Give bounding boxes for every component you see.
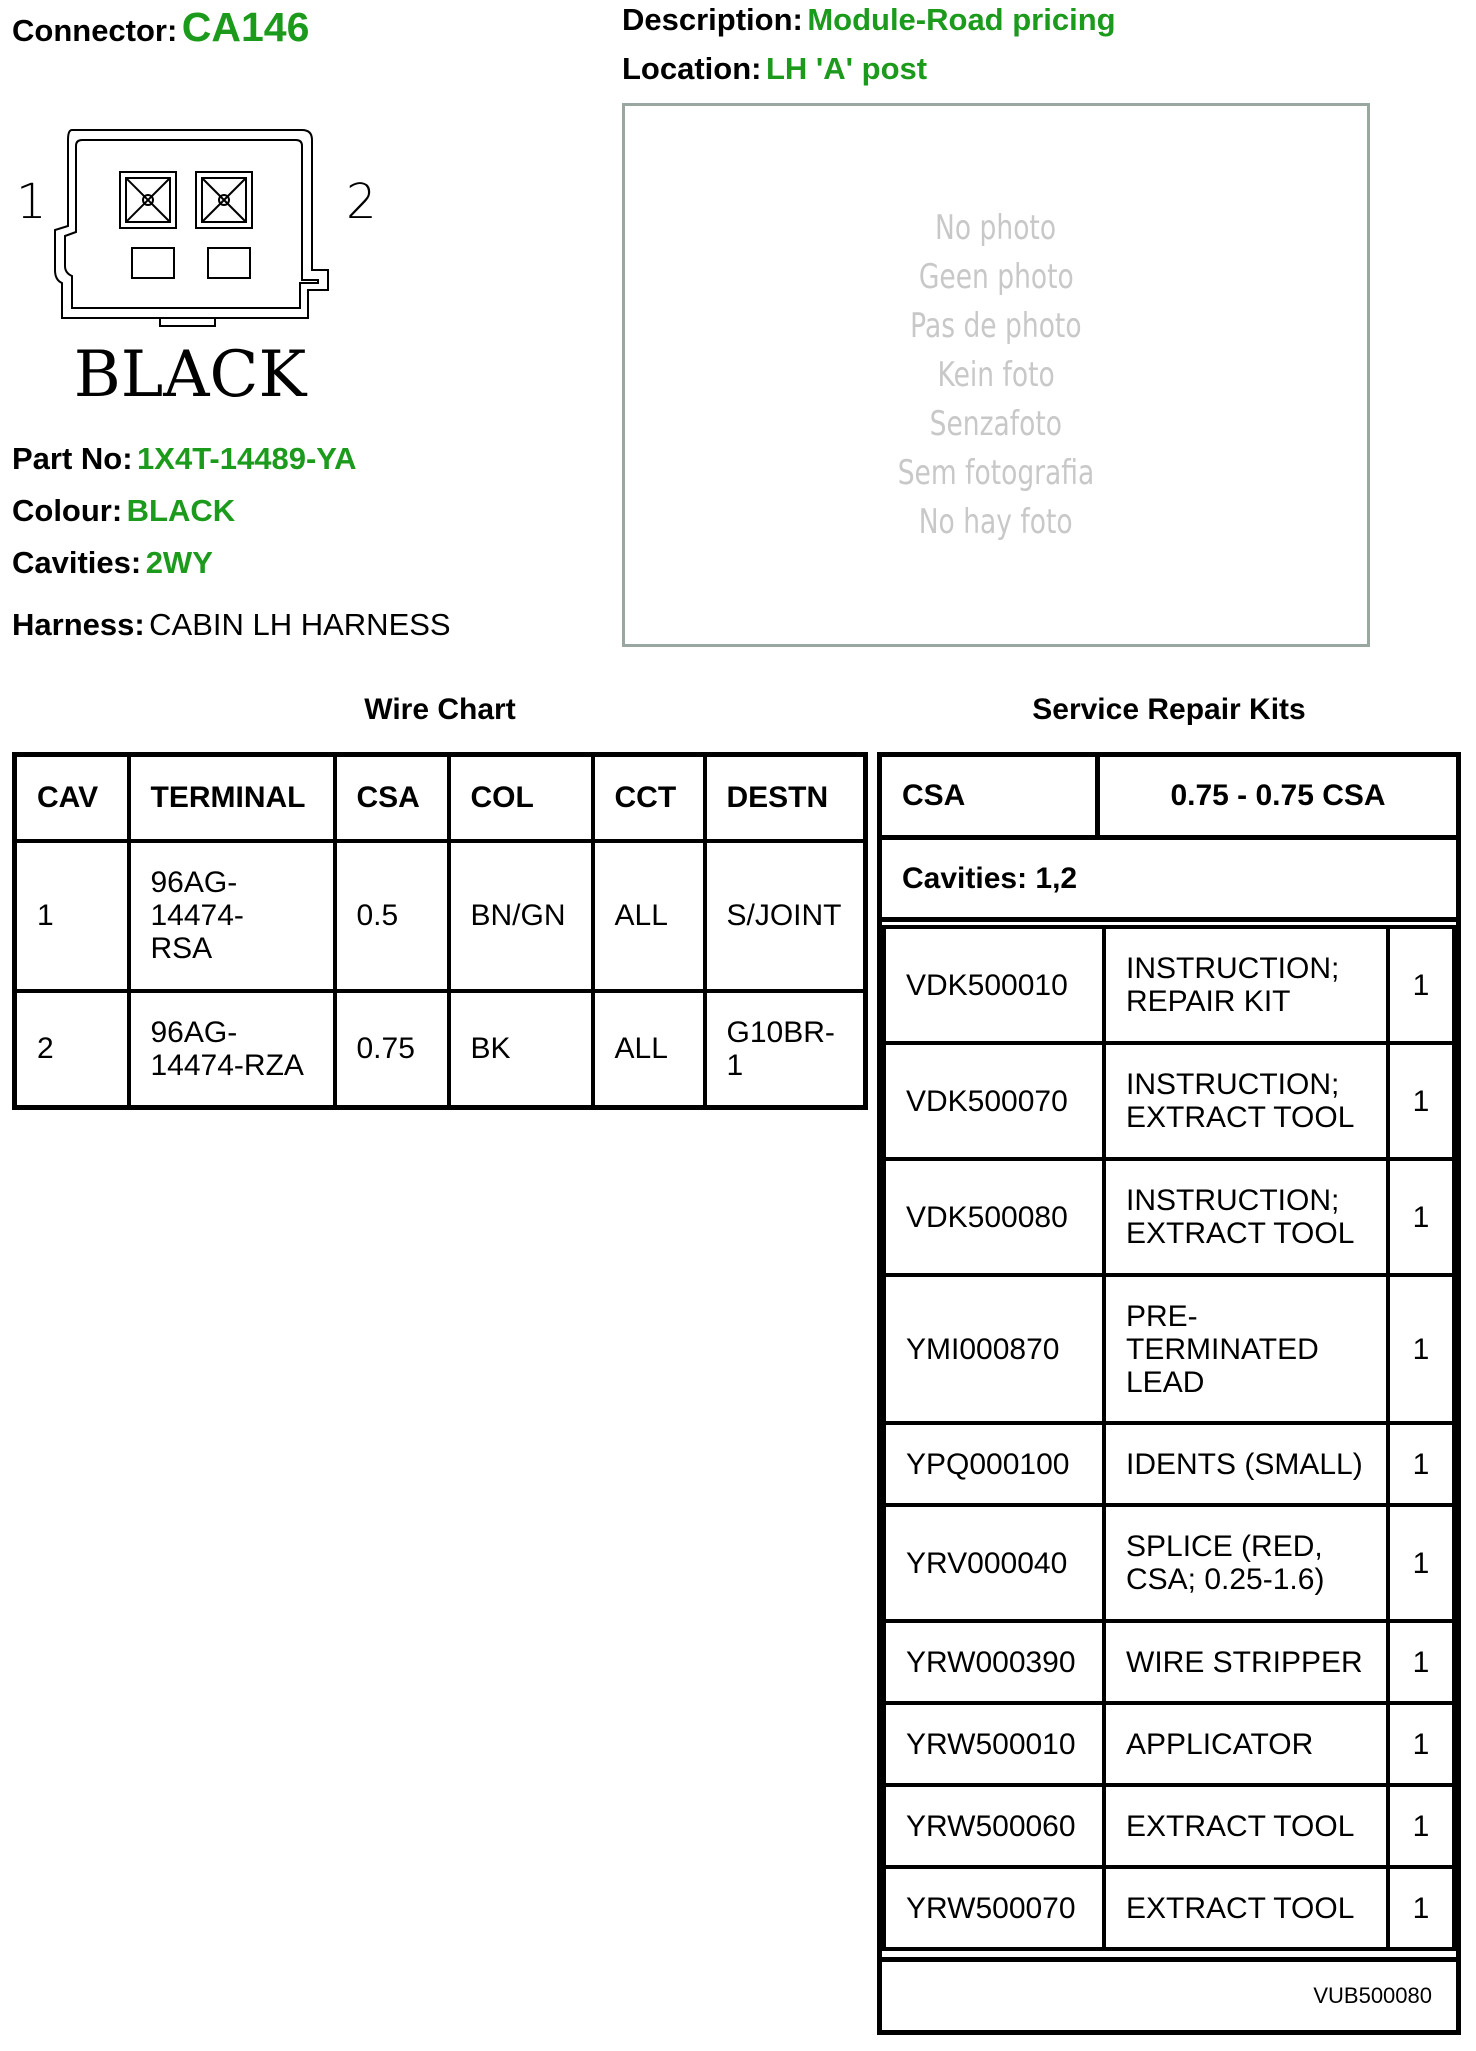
description-label: Description: [622,2,803,37]
no-photo-text: Kein foto [937,354,1055,395]
table-row [884,927,1454,1043]
pin-number-right: 2 [346,174,377,230]
kit-part-number: YRW500070 [884,1867,1104,1949]
kit-description: INSTRUCTION; REPAIR KIT [1104,927,1388,1043]
kit-part-number: YRW000390 [884,1621,1104,1703]
col-header-destn: DESTN [705,755,866,841]
kit-description: PRE- TERMINATED LEAD [1104,1275,1388,1423]
harness-label: Harness: [12,607,145,642]
description-value: Module-Road pricing [807,2,1116,37]
table-row [15,991,866,1108]
kit-quantity: 1 [1388,1043,1454,1159]
kit-description: EXTRACT TOOL [1104,1867,1388,1949]
part-number-label: Part No: [12,441,133,476]
connector-label: Connector: [12,13,178,48]
cell-cav: 2 [15,991,129,1108]
table-row [884,1867,1454,1949]
table-row [884,1043,1454,1159]
cell-cct: ALL [593,991,705,1108]
table-row [884,1703,1454,1785]
repair-kits-title: Service Repair Kits [1032,693,1306,726]
cell-terminal: 96AG- 14474- RSA [129,841,335,991]
kit-description: INSTRUCTION; EXTRACT TOOL [1104,1159,1388,1275]
cavities-line [12,545,213,581]
no-photo-text: Pas de photo [910,305,1082,346]
kit-part-number: YRV000040 [884,1505,1104,1621]
no-photo-text: No hay foto [919,501,1073,542]
col-header-cct: CCT [593,755,705,841]
kit-part-number: YMI000870 [884,1275,1104,1423]
kit-part-number: YRW500060 [884,1785,1104,1867]
csa-label: CSA [882,757,1100,835]
kit-part-number: VDK500010 [884,927,1104,1043]
cell-terminal: 96AG- 14474-RZA [129,991,335,1108]
colour-line [12,493,235,529]
kit-description: EXTRACT TOOL [1104,1785,1388,1867]
kit-description: WIRE STRIPPER [1104,1621,1388,1703]
kit-part-number: VDK500080 [884,1159,1104,1275]
kit-quantity: 1 [1388,1505,1454,1621]
cell-cct: ALL [593,841,705,991]
cell-destn: G10BR- 1 [705,991,866,1108]
connector-id: CA146 [181,4,310,50]
kit-footer-code: VUB500080 [882,1957,1456,2030]
harness-value: CABIN LH HARNESS [149,607,451,642]
table-row [15,841,866,991]
kit-quantity: 1 [1388,1785,1454,1867]
photo-placeholder [622,103,1370,647]
col-header-col: COL [449,755,593,841]
table-row [884,1505,1454,1621]
colour-value: BLACK [126,493,236,528]
kit-part-number: VDK500070 [884,1043,1104,1159]
repair-kits-table [882,925,1456,1951]
kit-quantity: 1 [1388,1159,1454,1275]
no-photo-text: No photo [935,207,1057,248]
col-header-cav: CAV [15,755,129,841]
kit-cavities: Cavities: 1,2 [882,840,1456,922]
cell-col: BK [449,991,593,1108]
description-line [622,2,1116,38]
csa-range: 0.75 - 0.75 CSA [1170,779,1386,812]
location-line [622,51,927,87]
table-row [884,1785,1454,1867]
harness-line [12,607,451,643]
kit-description: APPLICATOR [1104,1703,1388,1785]
cell-cav: 1 [15,841,129,991]
no-photo-text: Senzafoto [929,403,1063,444]
colour-label: Colour: [12,493,123,528]
kit-description: IDENTS (SMALL) [1104,1423,1388,1505]
cavities-label: Cavities: [12,545,142,580]
kit-quantity: 1 [1388,927,1454,1043]
table-row [884,1159,1454,1275]
wire-chart-title: Wire Chart [364,693,516,726]
part-number-value: 1X4T-14489-YA [137,441,357,476]
kit-part-number: YRW500010 [884,1703,1104,1785]
table-row [884,1423,1454,1505]
kit-quantity: 1 [1388,1703,1454,1785]
cell-destn: S/JOINT [705,841,866,991]
cavities-value: 2WY [145,545,213,580]
table-header-row [15,755,866,841]
col-header-csa: CSA [335,755,449,841]
kit-quantity: 1 [1388,1621,1454,1703]
kit-description: INSTRUCTION; EXTRACT TOOL [1104,1043,1388,1159]
cell-col: BN/GN [449,841,593,991]
housing-colour-label: BLACK [73,338,307,412]
no-photo-text: Sem fotografia [897,452,1095,493]
connector-heading [12,4,309,51]
wire-chart-table [12,752,868,1110]
cell-csa: 0.5 [335,841,449,991]
col-header-terminal: TERMINAL [129,755,335,841]
location-value: LH 'A' post [765,51,928,86]
kit-part-number: YPQ000100 [884,1423,1104,1505]
repair-kits-header [882,757,1456,840]
kit-quantity: 1 [1388,1867,1454,1949]
connector-face-diagram [10,118,390,418]
location-label: Location: [622,51,762,86]
kit-quantity: 1 [1388,1423,1454,1505]
table-row [884,1621,1454,1703]
pin-number-left: 1 [16,174,47,230]
part-number-line [12,441,356,477]
kit-description: SPLICE (RED, CSA; 0.25-1.6) [1104,1505,1388,1621]
kit-quantity: 1 [1388,1275,1454,1423]
cell-csa: 0.75 [335,991,449,1108]
table-row [884,1275,1454,1423]
no-photo-text: Geen photo [918,256,1074,297]
